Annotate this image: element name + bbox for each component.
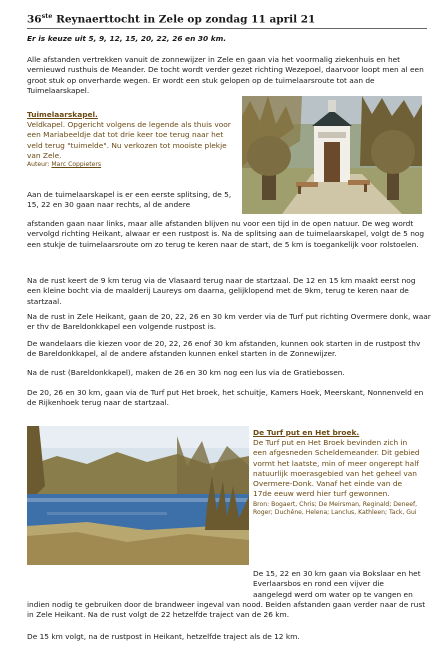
paragraph-15km: De 15 km volgt, na de rustpost in Heikant, hetzelfde traject als de 12 km. [27, 632, 300, 641]
paragraph-turf-route: De 20, 26 en 30 km, gaan via de Turf put Het broek, het schuitje, Kamers Hoek, Meerskant, Nonnenveld en de Rijkenhoek terug naar de startzaal. [27, 388, 424, 408]
paragraph-gratiebossen: Na de rust (Bareldonkkapel), maken de 26 en 30 km nog een lus via de Gratiebossen. [27, 368, 345, 377]
chapel-photo [242, 96, 422, 214]
turfput-caption-title: De Turf put en Het broek. [253, 428, 360, 437]
kapel-author [27, 161, 234, 169]
title-text: Reynaerttocht in Zele op zondag 11 april 21 [52, 13, 316, 26]
intro-paragraph: Alle afstanden vertrekken vanuit de zonnewijzer in Zele en gaan via het voormalig ziekenhuis en het vernieuwd rusthuis de Meander. De tocht wordt verder gezet richting Wezepoel, daarvoor loopt men al een groot stuk op onverharde wegen. Er wordt een stuk gelopen op de tuimelaarsroute tot aan de Tuimelaarskapel. [27, 55, 424, 96]
author-link[interactable]: Marc Coppieters [51, 161, 102, 169]
paragraph-bokslaar-part1: De 15, 22 en 30 km gaan via Bokslaar en het Everlaarsbos en rond een vijver die aangelegd werd om water op te vangen en [253, 569, 421, 599]
author-label: Auteur: [27, 161, 52, 169]
paragraph-split-part1: Aan de tuimelaarskapel is er een eerste splitsing, de 5, 15, 22 en 30 gaan naar rechts, al de andere [27, 190, 232, 210]
paragraph-rest-9km: Na de rust keert de 9 km terug via de Vlasaard terug naar de startzaal. De 12 en 15 km maakt eerst nog een kleine bocht via de maalderij Laureys om daarna, gelijklopend met de 9km, terug te keren naar de startzaal. [27, 276, 416, 306]
paragraph-heikant: Na de rust in Zele Heikant, gaan de 20, 22, 26 en 30 km verder via de Turf put richting Overmere donk, waar er thv de Bareldonkkapel een volgende rustpost is. [27, 312, 431, 332]
kapel-caption [27, 110, 234, 169]
turfput-caption [253, 428, 423, 517]
kapel-caption-text: Veldkapel. Opgericht volgens de legende als thuis voor een Mariabeeldje dat tot drie keer toe terug naar het veld terug "tuimelde". Nu verkozen tot mooiste plekje van Zele. [27, 120, 231, 160]
kapel-caption-title: Tuimelaarskapel. [27, 110, 98, 119]
paragraph-bareldonk-start: De wandelaars die kiezen voor de 20, 22, 26 enof 30 km afstanden, kunnen ook starten in de rustpost thv de Bareldonkkapel, al de andere afstanden kunnen enkel starten in de Zonnewijzer. [27, 339, 421, 359]
turfput-source: Bron: Bogaert, Chris; De Meirsman, Reginald; Deneef, Roger; Duchêne, Helena; Lanclus, Kathleen; Tack, Gui [253, 501, 418, 517]
paragraph-split: afstanden gaan naar links, maar alle afstanden blijven nu voor een tijd in de open natuur. De weg wordt vervolgd richting Heikant, alwaar er een rustpost is. Na de splitsing aan de tuimelaarskapel, volgt de 5 nog een stukje de tuimelaarsroute om zo terug te keren naar de start, de 5 km is toegankelijk voor rolstoelen. [27, 219, 425, 249]
turfput-caption-text: De Turf put en Het Broek bevinden zich in een afgesneden Scheldemeander. Dit gebied vormt het laatste, min of meer ongerept half natuurlijk moerasgebied van het geheel van Overmere-Donk. Vanaf het einde van de 17de eeuw werd hier turf gewonnen. [253, 438, 420, 499]
title-superscript: ste [41, 12, 53, 20]
distances-subtitle: Er is keuze uit 5, 9, 12, 15, 20, 22, 26 en 30 km. [27, 34, 227, 43]
turfput-photo [27, 426, 249, 565]
paragraph-bokslaar-part2: indien nodig te gebruiken door de brandweer ingeval van nood. Beiden afstanden gaan verder naar de rust in Zele Heikant. Na de rust volgt de 22 hetzelfde traject van de 26 km. [27, 600, 426, 620]
title-number: 36 [27, 13, 42, 26]
page-title [27, 12, 427, 29]
